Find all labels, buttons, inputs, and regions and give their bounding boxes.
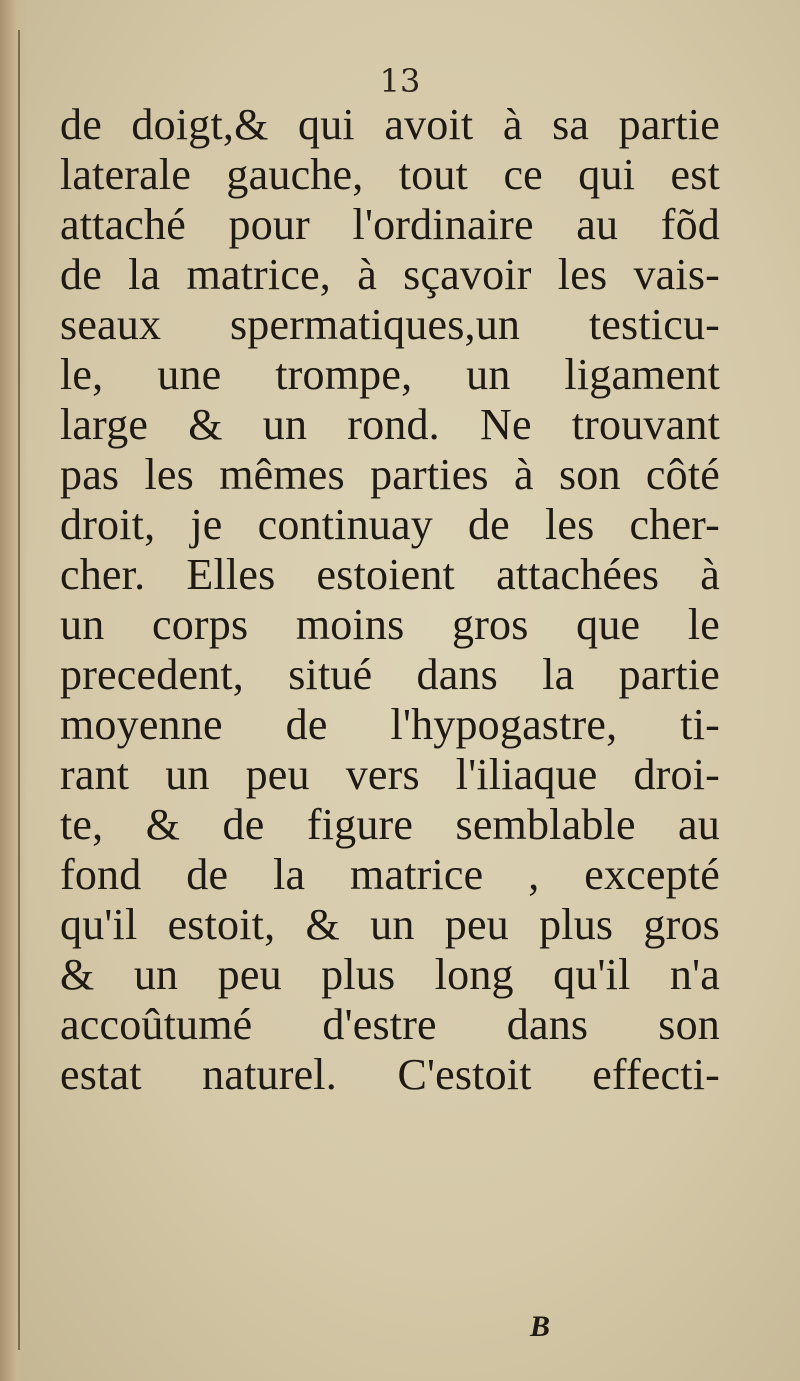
- text-line: qu'il estoit, & un peu plus gros: [60, 900, 720, 949]
- text-line: accoûtumé d'estre dans son: [60, 1000, 720, 1049]
- text-line: fond de la matrice , excepté: [60, 850, 720, 899]
- text-line: moyenne de l'hypogastre, ti-: [60, 700, 720, 749]
- text-line: le, une trompe, un ligament: [60, 350, 720, 399]
- book-spine-shadow: [0, 0, 28, 1381]
- text-line: de doigt,& qui avoit à sa partie: [60, 100, 720, 149]
- text-line: large & un rond. Ne trouvant: [60, 400, 720, 449]
- text-line: precedent, situé dans la partie: [60, 650, 720, 699]
- text-line: cher. Elles estoient attachées à: [60, 550, 720, 599]
- text-line: laterale gauche, tout ce qui est: [60, 150, 720, 199]
- text-line: pas les mêmes parties à son côté: [60, 450, 720, 499]
- text-line: un corps moins gros que le: [60, 600, 720, 649]
- signature-mark: B: [530, 1310, 551, 1343]
- body-text: [60, 100, 720, 1100]
- text-line: & un peu plus long qu'il n'a: [60, 950, 720, 999]
- text-line: attaché pour l'ordinaire au fõd: [60, 200, 720, 249]
- page-number: 13: [379, 62, 421, 100]
- text-line: de la matrice, à sçavoir les vais-: [60, 250, 720, 299]
- text-line: droit, je continuay de les cher-: [60, 500, 720, 549]
- text-line: estat naturel. C'estoit effecti-: [60, 1050, 720, 1099]
- page-edge-line: [18, 30, 20, 1350]
- text-line: seaux spermatiques,un testicu-: [60, 300, 720, 349]
- text-line: te, & de figure semblable au: [60, 800, 720, 849]
- text-line: rant un peu vers l'iliaque droi-: [60, 750, 720, 799]
